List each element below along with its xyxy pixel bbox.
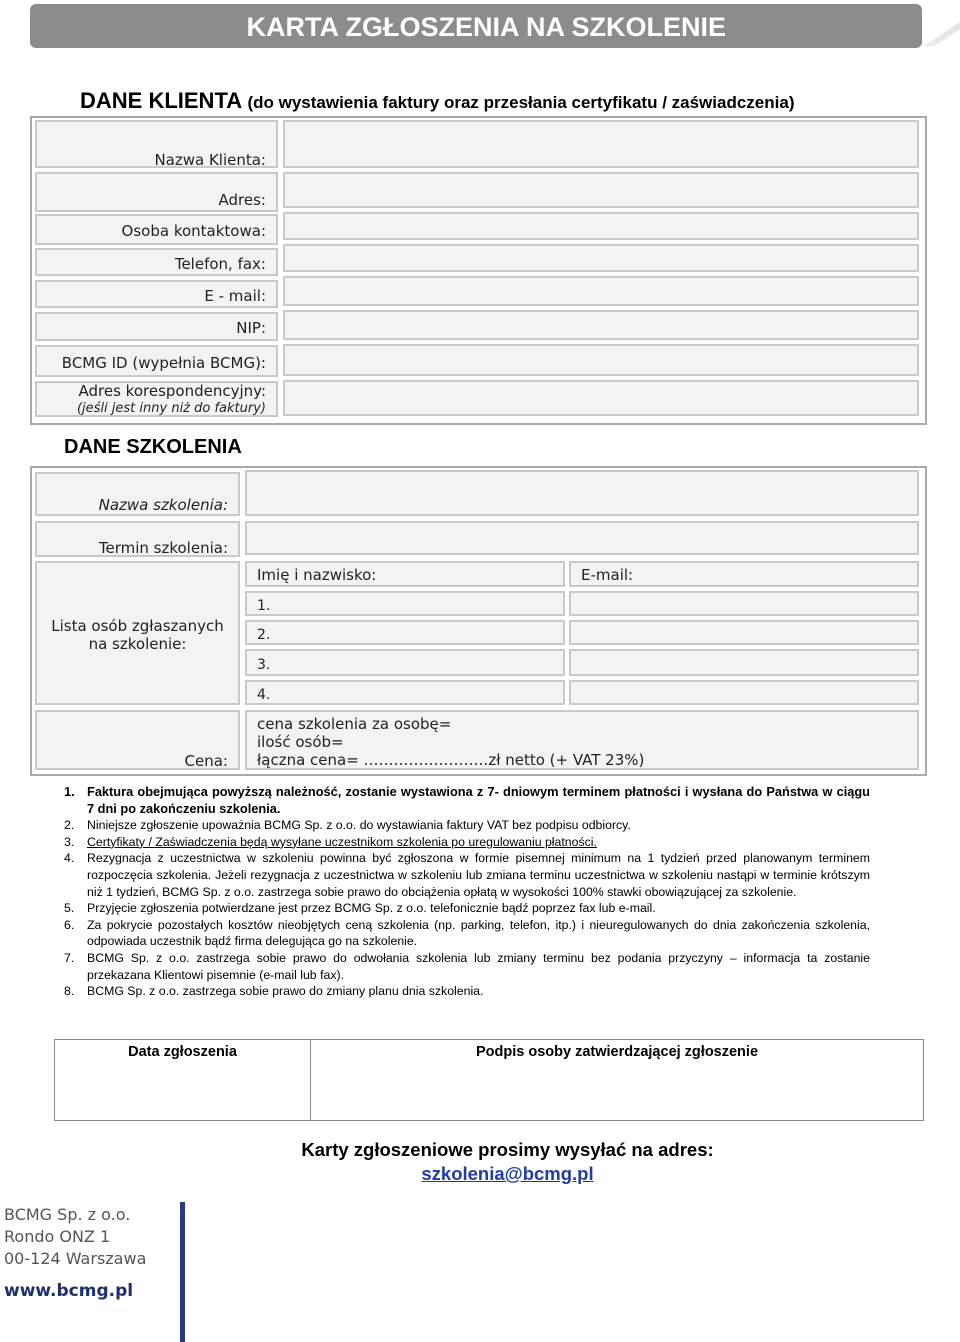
training-name-label: Nazwa szkolenia: [35, 472, 240, 516]
client-phone-input[interactable] [283, 244, 919, 272]
client-corr-address-label [35, 381, 278, 417]
term-item: 5. Przyjęcie zgłoszenia potwierdzane jest przez BCMG Sp. z o.o. telefonicznie bądź poprzez fax lub e-mail. [64, 901, 656, 916]
send-email-link[interactable]: szkolenia@bcmg.pl [421, 1163, 594, 1184]
term-item: 8. BCMG Sp. z o.o. zastrzega sobie prawo do zmiany planu dnia szkolenia. [64, 984, 484, 999]
send-text: Karty zgłoszeniowe prosimy wysyłać na adres: [301, 1139, 714, 1160]
client-contact-label: Osoba kontaktowa: [35, 214, 278, 245]
term-item: 6. Za pokrycie pozostałych kosztów nieobjętych ceną szkolenia (np. parking, telefon, itp.) i nieuregulowanych do dnia zakończenia szkolenia, odpowiada uczestnik bądź firma delegująca go na szkolenie. [64, 917, 870, 949]
training-section-title: DANE SZKOLENIA [64, 436, 242, 458]
corr-address-note: (jeśli jest inny niż do faktury) [76, 401, 266, 416]
signature-field[interactable] [311, 1040, 923, 1120]
participants-label-line1: Lista osób zgłaszanych [51, 617, 224, 635]
client-nip-label: NIP: [35, 312, 278, 341]
participant-name-row[interactable]: 3. [245, 649, 565, 676]
term-item: 1. Faktura obejmująca powyższą należność, zostanie wystawiona z 7- dniowym terminem płatności i wysłana do Państwa w ciągu 7 dni po zakończeniu szkolenia. [64, 784, 870, 816]
training-date-label: Termin szkolenia: [35, 521, 240, 557]
term-item: 3. Certyfikaty / Zaświadczenia będą wysyłane uczestnikom szkolenia po uregulowaniu płatności. [64, 834, 597, 849]
company-website[interactable]: www.bcmg.pl [4, 1281, 134, 1301]
client-contact-input[interactable] [283, 212, 919, 240]
participant-email-row[interactable] [569, 591, 919, 616]
signature-label: Podpis osoby zatwierdzającej zgłoszenie [475, 1044, 759, 1060]
send-instructions [0, 1138, 960, 1186]
participant-email-row[interactable] [569, 649, 919, 676]
date-field[interactable] [55, 1040, 311, 1120]
company-name: BCMG Sp. z o.o. [4, 1205, 131, 1224]
footer-divider [180, 1202, 185, 1342]
price-per-person: cena szkolenia za osobę= [257, 715, 452, 733]
participants-label-line2: na szkolenie: [88, 635, 187, 653]
price-total: łączna cena= …………………….zł netto (+ VAT 23%) [257, 751, 645, 769]
client-nip-input[interactable] [283, 310, 919, 340]
client-name-label: Nazwa Klienta: [35, 120, 278, 168]
terms-list [60, 784, 870, 1000]
client-subtitle: (do wystawienia faktury oraz przesłania certyfikatu / zaświadczenia) [247, 93, 795, 112]
company-city: 00-124 Warszawa [4, 1249, 147, 1268]
date-label: Data zgłoszenia [128, 1044, 237, 1060]
banner-decoration [924, 22, 960, 46]
term-item: 4. Rezygnacja z uczestnictwa w szkoleniu powinna być zgłoszona w formie pisemnej minimum na 1 tydzień przed planowanym terminem rozpoczęcia szkolenia. Jeżeli rezygnacja z uczestnictwa w szkoleniu lub zmiana terminu uczestnictwa w szkoleniu nastąpi w terminie krótszym niż 1 tydzień, BCMG Sp. z o.o. zastrzega sobie prawo do obciążenia opłatą w wysokości 100% stawki obowiązującej za szkolenie. [64, 851, 870, 899]
client-bcmg-id-label: BCMG ID (wypełnia BCMG): [35, 345, 278, 377]
client-section-title [80, 88, 794, 114]
price-label: Cena: [35, 710, 240, 770]
header-banner [30, 4, 922, 48]
signature-box [54, 1039, 924, 1121]
corr-address-text: Adres korespondencyjny: [78, 382, 266, 400]
company-street: Rondo ONZ 1 [4, 1227, 111, 1246]
client-email-input[interactable] [283, 276, 919, 306]
participant-name-row[interactable]: 2. [245, 620, 565, 645]
participant-name-row[interactable]: 4. [245, 680, 565, 705]
client-bcmg-id-input[interactable] [283, 344, 919, 376]
company-info [4, 1204, 146, 1302]
training-date-input[interactable] [245, 521, 919, 555]
client-title: DANE KLIENTA [80, 88, 242, 113]
training-name-input[interactable] [245, 470, 919, 516]
term-item: 2. Niniejsze zgłoszenie upoważnia BCMG Sp. z o.o. do wystawiania faktury VAT bez podpisu odbiorcy. [64, 818, 631, 833]
client-email-label: E - mail: [35, 280, 278, 308]
price-box[interactable] [245, 710, 919, 770]
participant-email-row[interactable] [569, 680, 919, 705]
price-count: ilość osób= [257, 733, 344, 751]
term-item: 7. BCMG Sp. z o.o. zastrzega sobie prawo do odwołania szkolenia lub zmiany terminu bez podania przyczyny – informacja ta zostanie przekazana Klientowi pisemnie (e-mail lub fax). [64, 950, 870, 982]
client-name-input[interactable] [283, 120, 919, 168]
client-corr-address-input[interactable] [283, 380, 919, 416]
participants-label [35, 561, 240, 705]
client-phone-label: Telefon, fax: [35, 248, 278, 276]
col-header-email: E-mail: [569, 561, 919, 587]
client-address-input[interactable] [283, 172, 919, 208]
col-header-name: Imię i nazwisko: [245, 561, 565, 587]
participant-email-row[interactable] [569, 620, 919, 645]
participant-name-row[interactable]: 1. [245, 591, 565, 616]
client-address-label: Adres: [35, 172, 278, 212]
form-title: KARTA ZGŁOSZENIA NA SZKOLENIE [246, 12, 726, 42]
